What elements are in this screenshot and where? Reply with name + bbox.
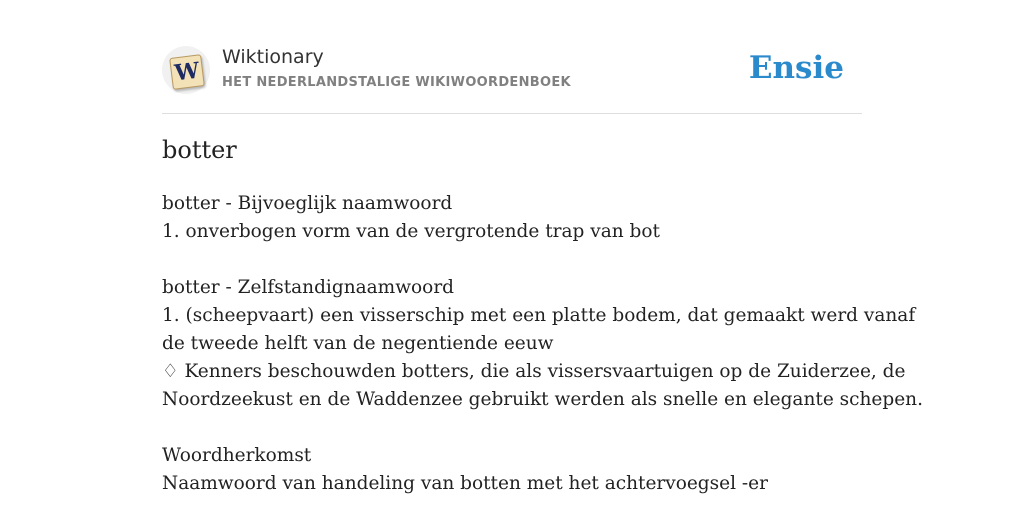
logo-tile <box>169 54 205 90</box>
section-heading-adjective: botter - Bijvoeglijk naamwoord <box>162 193 453 214</box>
definition-noun-line1: 1. (scheepvaart) een visserschip met een platte bodem, dat gemaakt werd vanaf <box>162 305 916 326</box>
definition-noun-line2: de tweede helft van de negentiende eeuw <box>162 333 554 354</box>
section-heading-noun: botter - Zelfstandignaamwoord <box>162 277 455 298</box>
site-name[interactable]: Wiktionary <box>222 46 324 68</box>
wiktionary-logo-icon[interactable] <box>162 46 210 94</box>
ensie-brand-logo[interactable]: Ensie <box>748 50 844 86</box>
definition-adjective: 1. onverbogen vorm van de vergrotende trap van bot <box>162 221 660 242</box>
page-title: botter <box>162 136 237 164</box>
section-heading-etymology: Woordherkomst <box>162 445 312 466</box>
site-tagline: HET NEDERLANDSTALIGE WIKIWOORDENBOEK <box>222 75 571 90</box>
spacer <box>162 414 862 442</box>
example-noun-line1: ♢ Kenners beschouwden botters, die als vissersvaartuigen op de Zuiderzee, de <box>162 361 906 382</box>
example-noun-line2: Noordzeekust en de Waddenzee gebruikt werden als snelle en elegante schepen. <box>162 389 923 410</box>
spacer <box>162 246 862 274</box>
entry-content <box>162 190 923 498</box>
etymology-text: Naamwoord van handeling van botten met het achtervoegsel -er <box>162 473 768 494</box>
logo-letter: W <box>173 57 201 87</box>
site-header <box>162 44 862 114</box>
